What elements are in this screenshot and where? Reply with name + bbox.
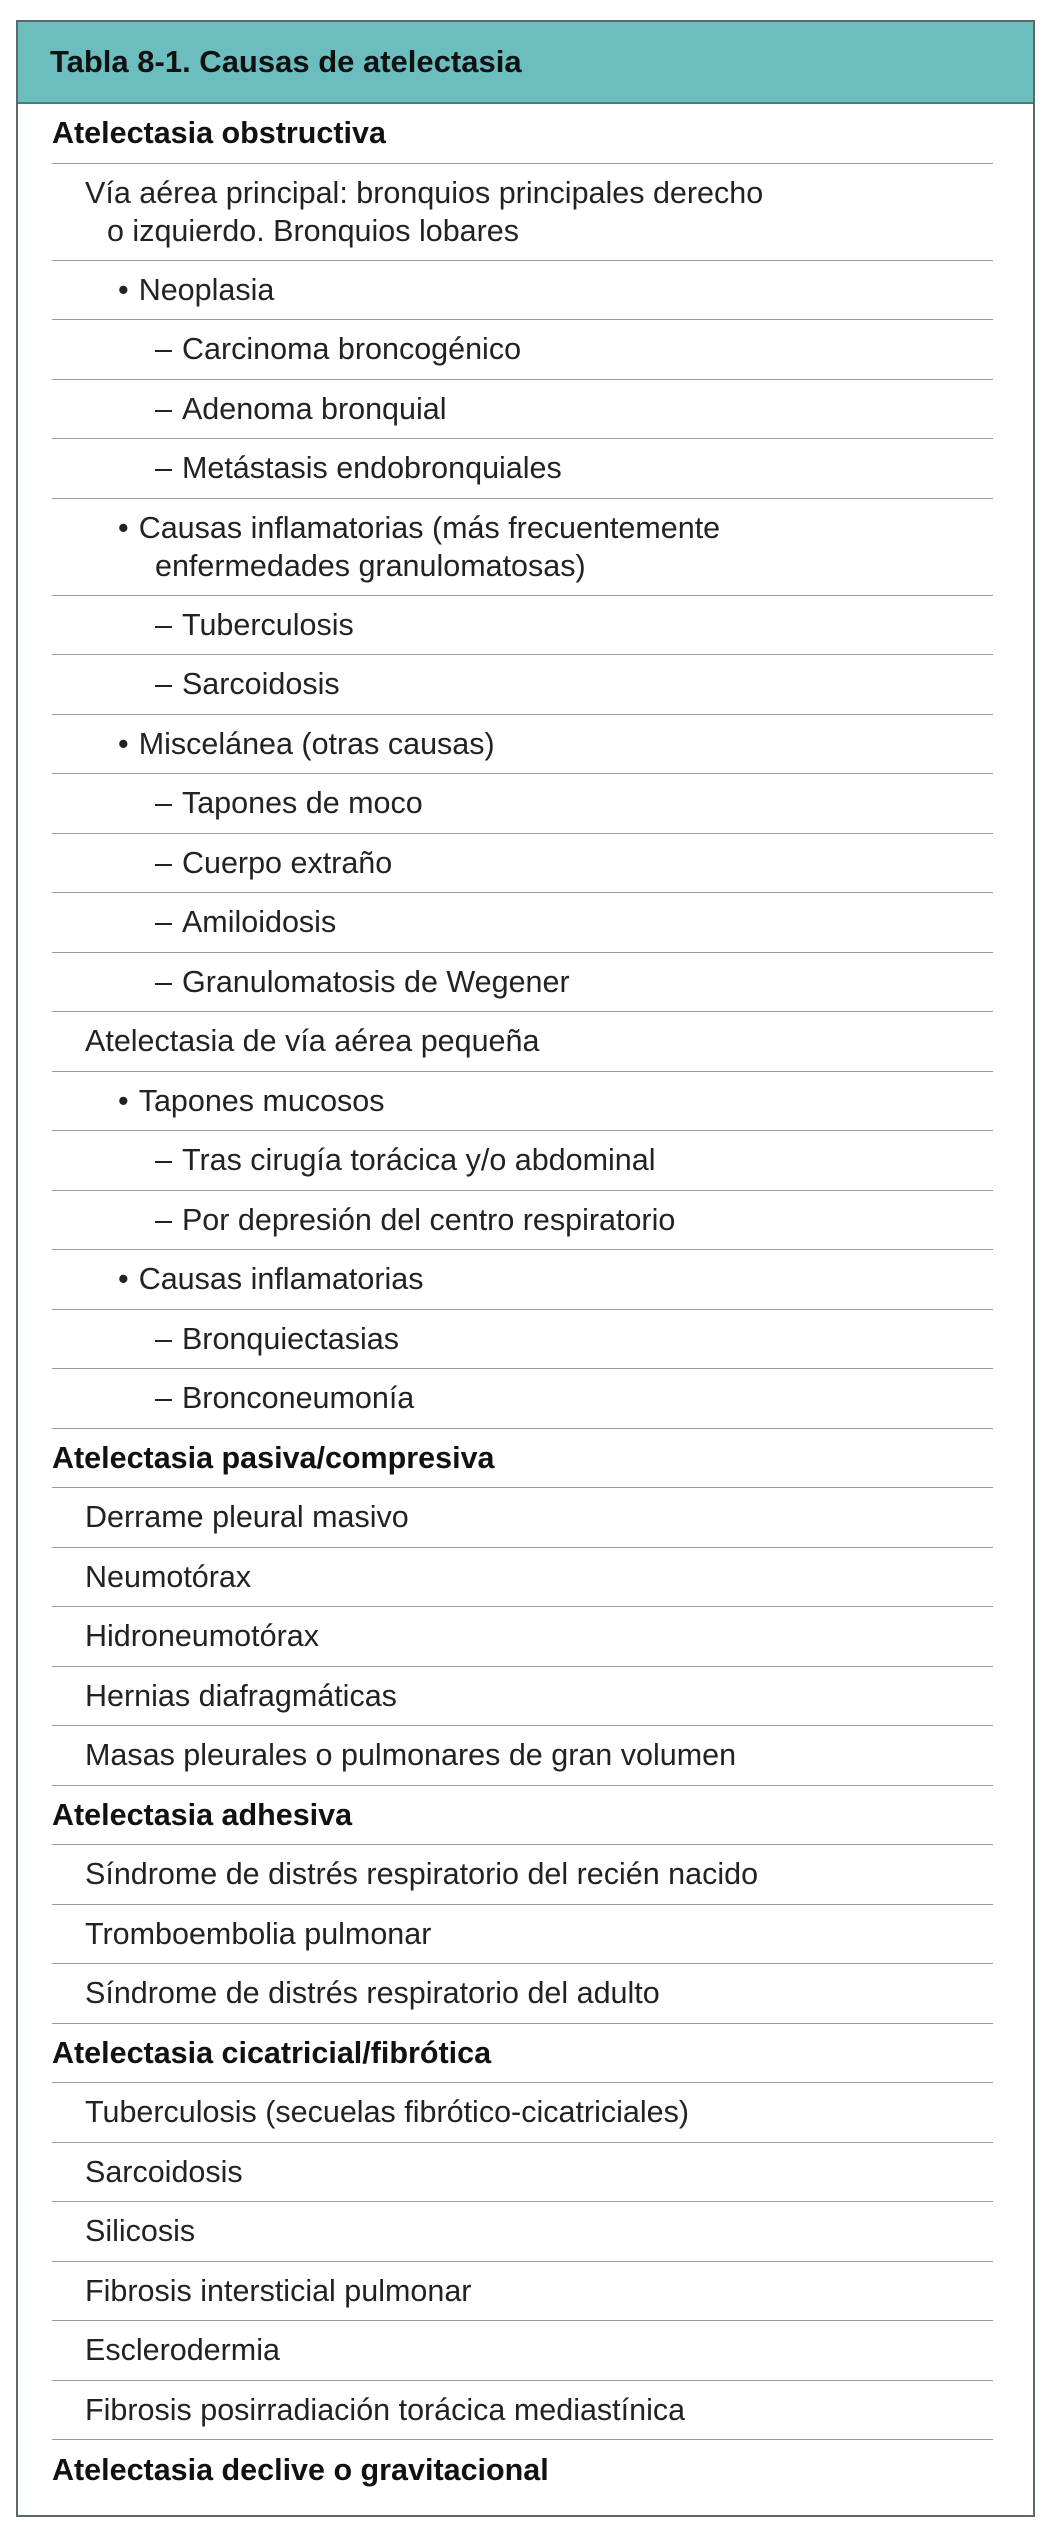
row-line xyxy=(85,2155,243,2189)
row-text: Por depresión del centro respiratorio xyxy=(181,1202,676,1237)
row-line xyxy=(85,1857,758,1891)
section-heading xyxy=(52,2024,993,2084)
row-content xyxy=(155,390,447,428)
row-text: Atelectasia de vía aérea pequeña xyxy=(85,1024,540,1059)
table-row xyxy=(52,774,993,834)
row-text: Atelectasia adhesiva xyxy=(52,1797,353,1832)
table-row xyxy=(52,164,993,261)
row-content xyxy=(155,665,340,703)
row-line xyxy=(118,273,274,307)
row-line xyxy=(85,176,763,210)
row-content xyxy=(85,2331,280,2369)
row-content xyxy=(118,725,495,763)
row-line xyxy=(85,1976,660,2010)
table-row xyxy=(52,715,993,775)
bullet-marker: • xyxy=(118,510,129,545)
row-content xyxy=(155,449,562,487)
row-content xyxy=(52,2034,491,2072)
dash-marker: – xyxy=(155,667,172,702)
section-heading xyxy=(52,2440,993,2500)
row-text: Tuberculosis (secuelas fibrótico-cicatriciales) xyxy=(85,2095,689,2130)
dash-marker: – xyxy=(155,1143,172,1178)
row-text: Esclerodermia xyxy=(85,2333,280,2368)
table-row xyxy=(52,2202,993,2262)
table-body xyxy=(18,104,1033,2500)
row-line xyxy=(155,1143,656,1177)
bullet-marker: • xyxy=(118,1083,129,1118)
row-text: Hernias diafragmáticas xyxy=(85,1678,397,1713)
row-line xyxy=(118,1262,423,1296)
table-row xyxy=(52,1191,993,1251)
row-line xyxy=(52,1798,352,1832)
table-row xyxy=(52,1488,993,1548)
row-line xyxy=(85,2274,471,2308)
table-row xyxy=(52,1905,993,1965)
row-line xyxy=(52,116,386,150)
row-text: Cuerpo extraño xyxy=(181,845,393,880)
row-content xyxy=(85,1498,409,1536)
row-line xyxy=(155,608,354,642)
row-text: Atelectasia declive o gravitacional xyxy=(52,2452,549,2487)
row-content xyxy=(155,606,354,644)
row-text: Bronconeumonía xyxy=(181,1381,415,1416)
row-text: Derrame pleural masivo xyxy=(85,1500,409,1535)
row-line xyxy=(52,2453,549,2487)
row-text: Vía aérea principal: bronquios principales derecho xyxy=(85,175,764,210)
row-line xyxy=(85,2214,195,2248)
bullet-marker: • xyxy=(118,1262,129,1297)
row-content xyxy=(85,1736,736,1774)
row-content xyxy=(118,509,720,585)
row-line xyxy=(155,1322,399,1356)
table-row xyxy=(52,596,993,656)
table-row xyxy=(52,1964,993,2024)
row-line xyxy=(155,786,423,820)
row-text: Síndrome de distrés respiratorio del adulto xyxy=(85,1976,660,2011)
table-row xyxy=(52,1072,993,1132)
row-content xyxy=(155,1379,414,1417)
row-line xyxy=(85,2095,689,2129)
table-title: Tabla 8-1. Causas de atelectasia xyxy=(50,44,522,79)
row-text: Sarcoidosis xyxy=(85,2154,243,2189)
row-content xyxy=(85,174,763,250)
row-text: Atelectasia pasiva/compresiva xyxy=(52,1440,495,1475)
section-heading xyxy=(52,1786,993,1846)
row-content xyxy=(85,1855,758,1893)
row-text: Neumotórax xyxy=(85,1559,252,1594)
table-row xyxy=(52,2381,993,2441)
row-line xyxy=(85,1917,431,1951)
dash-marker: – xyxy=(155,786,172,821)
row-line xyxy=(52,2036,491,2070)
table-row xyxy=(52,320,993,380)
table-row xyxy=(52,1369,993,1429)
row-line xyxy=(85,1619,319,1653)
row-line xyxy=(85,1738,736,1772)
row-content xyxy=(118,1260,423,1298)
table-row xyxy=(52,2321,993,2381)
row-content xyxy=(85,1677,397,1715)
dash-marker: – xyxy=(155,1202,172,1237)
row-text: Tras cirugía torácica y/o abdominal xyxy=(181,1143,656,1178)
row-text: Causas inflamatorias xyxy=(138,1262,424,1297)
row-text: Atelectasia obstructiva xyxy=(52,116,386,151)
row-text: Causas inflamatorias (más frecuentemente xyxy=(138,510,721,545)
row-content xyxy=(155,963,570,1001)
row-content xyxy=(52,2451,549,2489)
row-content xyxy=(155,1201,675,1239)
row-line xyxy=(155,846,392,880)
row-content xyxy=(118,271,274,309)
row-text: Tuberculosis xyxy=(181,607,354,642)
row-content xyxy=(85,1022,539,1060)
section-heading xyxy=(52,1429,993,1489)
table-row xyxy=(52,834,993,894)
row-line xyxy=(85,1560,251,1594)
section-heading xyxy=(52,104,993,164)
table-row xyxy=(52,1845,993,1905)
row-line xyxy=(118,727,495,761)
row-text: Neoplasia xyxy=(138,272,275,307)
row-line xyxy=(85,1500,409,1534)
row-text: Fibrosis posirradiación torácica mediastínica xyxy=(85,2392,686,2427)
row-line xyxy=(85,2333,280,2367)
table-row xyxy=(52,1607,993,1667)
row-line xyxy=(155,451,562,485)
row-line xyxy=(118,511,720,545)
row-line xyxy=(155,905,336,939)
dash-marker: – xyxy=(155,1381,172,1416)
row-text: Hidroneumotórax xyxy=(85,1619,319,1654)
table-row xyxy=(52,1250,993,1310)
row-text: Amiloidosis xyxy=(181,905,337,940)
row-content xyxy=(155,784,423,822)
row-line xyxy=(85,1679,397,1713)
row-content xyxy=(85,1617,319,1655)
row-line xyxy=(155,1381,414,1415)
row-content xyxy=(155,903,336,941)
row-text: Granulomatosis de Wegener xyxy=(181,964,570,999)
table-row xyxy=(52,439,993,499)
dash-marker: – xyxy=(155,964,172,999)
row-line xyxy=(52,1441,495,1475)
row-content xyxy=(52,1439,495,1477)
row-text: Carcinoma broncogénico xyxy=(181,332,522,367)
dash-marker: – xyxy=(155,607,172,642)
table-row xyxy=(52,380,993,440)
table-row xyxy=(52,2083,993,2143)
row-line xyxy=(155,965,570,999)
table-row xyxy=(52,1012,993,1072)
table-row xyxy=(52,2143,993,2203)
bullet-marker: • xyxy=(118,272,129,307)
table-row xyxy=(52,1667,993,1727)
row-content xyxy=(155,844,392,882)
row-line xyxy=(155,392,447,426)
row-line xyxy=(85,1024,539,1058)
causes-table xyxy=(16,20,1035,2517)
dash-marker: – xyxy=(155,1321,172,1356)
row-text: Atelectasia cicatricial/fibrótica xyxy=(52,2035,492,2070)
dash-marker: – xyxy=(155,451,172,486)
row-line xyxy=(155,1203,675,1237)
row-text: Tapones de moco xyxy=(181,786,423,821)
row-text: Fibrosis intersticial pulmonar xyxy=(85,2273,472,2308)
dash-marker: – xyxy=(155,391,172,426)
row-content xyxy=(85,2272,471,2310)
row-text-continuation: o izquierdo. Bronquios lobares xyxy=(107,213,520,248)
row-content xyxy=(85,2093,689,2131)
row-content xyxy=(85,1915,431,1953)
row-line xyxy=(155,667,340,701)
table-header xyxy=(18,22,1033,104)
table-row xyxy=(52,1131,993,1191)
row-text-continuation: enfermedades granulomatosas) xyxy=(155,548,586,583)
table-row xyxy=(52,2262,993,2322)
table-row xyxy=(52,499,993,596)
row-line xyxy=(118,1084,385,1118)
dash-marker: – xyxy=(155,332,172,367)
row-content xyxy=(85,2153,243,2191)
table-row xyxy=(52,1310,993,1370)
row-text: Metástasis endobronquiales xyxy=(181,451,562,486)
table-row xyxy=(52,1548,993,1608)
dash-marker: – xyxy=(155,845,172,880)
row-content xyxy=(118,1082,385,1120)
table-row xyxy=(52,893,993,953)
row-content xyxy=(155,1141,656,1179)
row-text: Tromboembolia pulmonar xyxy=(85,1916,432,1951)
dash-marker: – xyxy=(155,905,172,940)
row-text: Masas pleurales o pulmonares de gran volumen xyxy=(85,1738,737,1773)
row-line xyxy=(155,332,521,366)
row-content xyxy=(52,1796,352,1834)
row-text: Sarcoidosis xyxy=(181,667,340,702)
row-content xyxy=(52,114,386,152)
row-content xyxy=(85,1558,251,1596)
row-line xyxy=(85,2393,685,2427)
row-content xyxy=(85,2391,685,2429)
row-content xyxy=(155,330,521,368)
row-text: Miscelánea (otras causas) xyxy=(138,726,495,761)
table-row xyxy=(52,953,993,1013)
table-row xyxy=(52,655,993,715)
row-content xyxy=(85,1974,660,2012)
row-text: Bronquiectasias xyxy=(181,1321,399,1356)
row-text: Adenoma bronquial xyxy=(181,391,447,426)
table-row xyxy=(52,261,993,321)
bullet-marker: • xyxy=(118,726,129,761)
row-text: Silicosis xyxy=(85,2214,196,2249)
table-row xyxy=(52,1726,993,1786)
row-text: Tapones mucosos xyxy=(138,1083,385,1118)
row-content xyxy=(85,2212,195,2250)
row-text: Síndrome de distrés respiratorio del recién nacido xyxy=(85,1857,759,1892)
row-content xyxy=(155,1320,399,1358)
